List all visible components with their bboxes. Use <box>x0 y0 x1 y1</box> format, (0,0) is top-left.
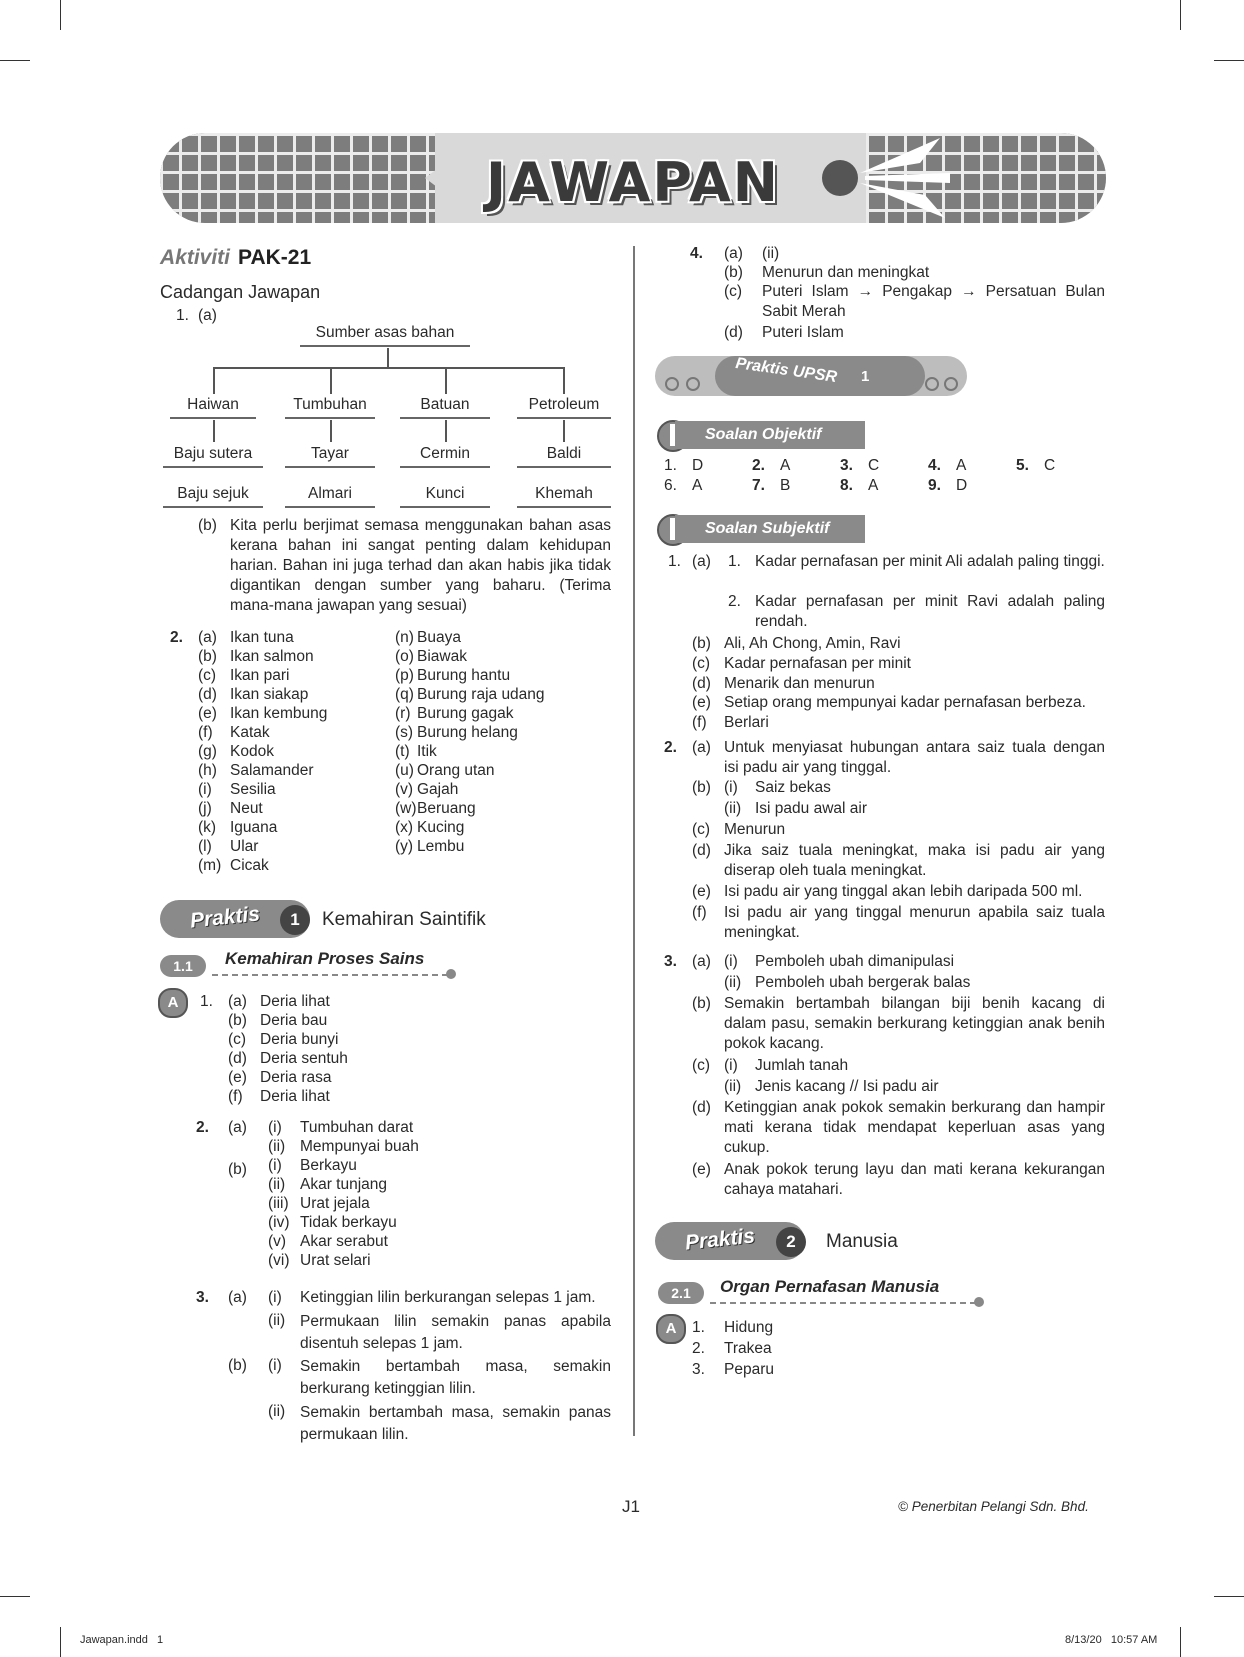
sub-part: (ii) <box>724 800 742 817</box>
animal-item-value: Kucing <box>417 819 465 836</box>
organ-item-key: 3. <box>692 1361 705 1378</box>
question-part: (a) <box>692 739 711 756</box>
answer-text: Saiz bekas <box>755 779 831 796</box>
plant-item-key: (i) <box>268 1119 282 1136</box>
crop-mark <box>60 0 61 30</box>
answer-text: Semakin bertambah masa, semakin panas permukaan lilin. <box>300 1404 611 1443</box>
question-number: 2. <box>664 739 677 756</box>
sub-part: (ii) <box>268 1403 286 1420</box>
animal-item-key: (r) <box>395 705 411 722</box>
sense-item-key: (b) <box>228 1012 247 1029</box>
sense-item-value: Deria bunyi <box>260 1031 339 1048</box>
crop-mark <box>0 60 30 61</box>
upsr-number: 1 <box>861 368 870 385</box>
plant-item-key: (v) <box>268 1233 287 1250</box>
answer-text: Untuk menyiasat hubungan antara saiz tuala dengan isi padu air yang tinggal. <box>724 739 1105 776</box>
question-number: 1. <box>200 993 213 1010</box>
answer-text: Permukaan lilin semakin panas apabila disentuh selepas 1 jam. <box>300 1313 611 1352</box>
plant-item-key: (iii) <box>268 1195 289 1212</box>
animal-item-value: Burung raja udang <box>417 686 545 703</box>
animal-item-value: Cicak <box>230 857 269 874</box>
plant-item-value: Akar serabut <box>300 1233 388 1250</box>
objective-number: 4. <box>928 457 941 474</box>
plant-item-key: (ii) <box>268 1138 286 1155</box>
subsection-title: Kemahiran Proses Sains <box>225 949 425 968</box>
plant-item-value: Akar tunjang <box>300 1176 388 1193</box>
s1-item-value: Setiap orang mempunyai kadar pernafasan berbeza. <box>724 694 1086 712</box>
tree-node-l1: Petroleum <box>517 396 611 419</box>
sub-part: (i) <box>724 953 738 970</box>
question-number: 3. <box>664 953 677 970</box>
sub-part: (i) <box>724 1057 738 1074</box>
s1-item-key: (c) <box>692 654 711 672</box>
objective-answer: C <box>1044 457 1056 474</box>
animal-item-key: (t) <box>395 743 410 760</box>
sense-item-key: (c) <box>228 1031 247 1048</box>
objective-answer: A <box>692 477 703 494</box>
sub-part: 1. <box>728 553 741 570</box>
animal-item-value: Burung hantu <box>417 667 511 684</box>
dashed-underline <box>212 974 448 976</box>
answer-text: Pemboleh ubah dimanipulasi <box>755 953 955 970</box>
answer-text: Ketinggian lilin berkurangan selepas 1 jam. <box>300 1289 596 1306</box>
question-part: (b) <box>228 1161 247 1178</box>
tree-node-l2: Baju sutera <box>163 445 263 468</box>
question-number: 2. <box>196 1119 209 1136</box>
question-part: (b) <box>692 995 711 1012</box>
objective-answers <box>664 456 1104 500</box>
objective-number: 6. <box>664 477 677 494</box>
animal-item-key: (m) <box>198 857 222 874</box>
animal-item-value: Neut <box>230 800 263 817</box>
tree-node-l2: Baldi <box>517 445 611 468</box>
answer-text: Jumlah tanah <box>755 1057 849 1074</box>
plant-item-key: (i) <box>268 1157 282 1174</box>
animal-item-key: (a) <box>198 629 217 646</box>
answer-text: Jika saiz tuala meningkat, maka isi padu air yang diserap oleh tuala meningkat. <box>724 842 1105 879</box>
page-number: J1 <box>622 1497 640 1516</box>
s1-item-value: Ali, Ah Chong, Amin, Ravi <box>724 635 901 652</box>
animal-item-key: (x) <box>395 819 414 836</box>
q4-part: (d) <box>724 324 743 341</box>
animal-item-key: (j) <box>198 800 212 817</box>
animal-item-value: Sesilia <box>230 781 276 798</box>
sense-item-key: (e) <box>228 1069 247 1086</box>
answer-text: Kadar pernafasan per minit Ravi adalah paling rendah. <box>755 593 1105 630</box>
q4-answer: Puteri Islam <box>762 324 844 341</box>
s1-item-value: Kadar pernafasan per minit <box>724 654 911 672</box>
answer-text: Anak pokok terung layu dan mati kerana kekurangan cahaya matahari. <box>724 1161 1105 1198</box>
s1-item-value: Berlari <box>724 714 769 732</box>
animal-item-key: (l) <box>198 838 212 855</box>
sub-part: (ii) <box>268 1312 286 1329</box>
sense-item-value: Deria lihat <box>260 1088 330 1105</box>
question-part: (e) <box>692 1161 711 1178</box>
animal-item-key: (s) <box>395 724 414 741</box>
swirl-icon <box>663 376 709 392</box>
objective-answer: D <box>692 457 704 474</box>
objective-number: 1. <box>664 457 677 474</box>
animal-item-value: Iguana <box>230 819 278 836</box>
animal-item-key: (f) <box>198 724 213 741</box>
answer-text: Kadar pernafasan per minit Ali adalah paling tinggi. <box>755 553 1105 570</box>
praktis-label: Praktis <box>683 1224 757 1255</box>
praktis-title: Kemahiran Saintifik <box>322 909 486 930</box>
question-part: (c) <box>692 1057 711 1074</box>
sense-item-key: (d) <box>228 1050 247 1067</box>
sub-part: 2. <box>728 593 741 610</box>
animal-item-value: Burung gagak <box>417 705 514 722</box>
q4-part: (a) <box>724 245 743 262</box>
objective-number: 3. <box>840 457 853 474</box>
print-timestamp: 8/13/20 10:57 AM <box>1065 1634 1158 1646</box>
animal-item-key: (y) <box>395 838 414 855</box>
answer-text: Isi padu air yang tinggal menurun apabila saiz tuala meningkat. <box>724 904 1105 941</box>
animal-item-key: (p) <box>395 667 414 684</box>
dashed-underline <box>710 1302 976 1304</box>
question-number: 4. <box>690 245 703 262</box>
animal-item-value: Kodok <box>230 743 274 760</box>
copyright: © Penerbitan Pelangi Sdn. Bhd. <box>898 1499 1089 1514</box>
animal-item-value: Ikan salmon <box>230 648 314 665</box>
sub-part: (i) <box>268 1289 282 1306</box>
plant-item-key: (iv) <box>268 1214 290 1231</box>
plant-item-value: Mempunyai buah <box>300 1138 419 1155</box>
animal-item-value: Ikan kembung <box>230 705 328 722</box>
animal-item-key: (q) <box>395 686 414 703</box>
animal-item-key: (u) <box>395 762 414 779</box>
s1-item-value: Menarik dan menurun <box>724 674 875 692</box>
answer-text: Menurun <box>724 821 786 838</box>
objective-header: Soalan Objektif <box>675 421 865 449</box>
tree-node-l2: Tayar <box>285 445 375 468</box>
objective-number: 7. <box>752 477 765 494</box>
answer-text: Pemboleh ubah bergerak balas <box>755 974 971 991</box>
animal-item-value: Buaya <box>417 629 461 646</box>
tree-node-l1: Batuan <box>400 396 490 419</box>
animal-item-value: Ikan pari <box>230 667 290 684</box>
plant-item-value: Berkayu <box>300 1157 357 1174</box>
question-number: 2. <box>170 629 183 646</box>
praktis-number: 2 <box>776 1227 806 1257</box>
question-part: (b) <box>198 517 217 534</box>
question-number: 1. <box>668 553 681 570</box>
answer-text: Isi padu awal air <box>755 800 868 817</box>
objective-answer: C <box>868 457 880 474</box>
q4-part: (b) <box>724 264 743 281</box>
animal-item-key: (v) <box>395 781 414 798</box>
upsr-label: Praktis UPSR <box>734 354 839 387</box>
objective-number: 9. <box>928 477 941 494</box>
animal-item-key: (d) <box>198 686 217 703</box>
question-part: (f) <box>692 904 707 921</box>
objective-answer: A <box>868 477 879 494</box>
activity-code: PAK-21 <box>238 246 312 269</box>
animal-item-key: (i) <box>198 781 212 798</box>
sense-item-key: (a) <box>228 993 247 1010</box>
animal-item-value: Gajah <box>417 781 459 798</box>
question-part: (c) <box>692 821 711 838</box>
sub-part: (i) <box>268 1357 282 1374</box>
animal-item-key: (n) <box>395 629 414 646</box>
sense-item-value: Deria bau <box>260 1012 328 1029</box>
plant-item-value: Urat jejala <box>300 1195 370 1212</box>
tree-node-l1: Haiwan <box>170 396 256 419</box>
s1-item-key: (f) <box>692 714 707 732</box>
animal-item-value: Itik <box>417 743 437 760</box>
tree-node-l3: Almari <box>285 485 375 508</box>
organ-item-value: Trakea <box>724 1340 772 1357</box>
subsection-number: 1.1 <box>160 955 206 977</box>
plant-item-key: (vi) <box>268 1252 290 1269</box>
q4-answer: Puteri Islam → Pengakap → Persatuan Bulan Sabit Merah <box>762 283 1105 320</box>
praktis-label: Praktis <box>188 902 262 933</box>
section-subtitle: Cadangan Jawapan <box>160 282 321 302</box>
animal-item-key: (b) <box>198 648 217 665</box>
tree-root: Sumber asas bahan <box>300 324 470 347</box>
objective-number: 2. <box>752 457 765 474</box>
objective-answer: A <box>956 457 967 474</box>
sense-item-value: Deria sentuh <box>260 1050 348 1067</box>
objective-answer: B <box>780 477 791 494</box>
plant-item-key: (ii) <box>268 1176 286 1193</box>
sub-part: (i) <box>724 779 738 796</box>
animal-item-key: (o) <box>395 648 414 665</box>
crop-mark <box>0 1596 30 1597</box>
question-part: (d) <box>692 1099 711 1116</box>
animal-item-key: (e) <box>198 705 217 722</box>
question-part: (e) <box>692 883 711 900</box>
subjective-header: Soalan Subjektif <box>675 515 865 543</box>
plant-item-value: Tumbuhan darat <box>300 1119 414 1136</box>
animal-item-key: (k) <box>198 819 217 836</box>
crop-mark <box>60 1627 61 1657</box>
question-part: (a) <box>228 1289 247 1306</box>
objective-answer: A <box>780 457 791 474</box>
animal-item-value: Salamander <box>230 762 314 779</box>
activity-prefix: Aktiviti <box>160 246 231 269</box>
s1-item-key: (b) <box>692 635 711 652</box>
plant-item-value: Urat selari <box>300 1252 371 1269</box>
s1-item-key: (e) <box>692 694 711 712</box>
question-number: 3. <box>196 1289 209 1306</box>
animal-item-key: (c) <box>198 667 217 684</box>
file-slug: Jawapan.indd 1 <box>80 1634 164 1646</box>
question-part: (d) <box>692 842 711 859</box>
question-part: (a) <box>692 953 711 970</box>
answer-text: Kita perlu berjimat semasa menggunakan bahan asas kerana bahan ini sangat penting dalam kehidupan harian. Bahan ini juga terhad dan akan habis jika tidak digantikan dengan sumber yang baharu. (Terima mana-mana jawapan yang sesuai) <box>230 517 611 614</box>
objective-number: 8. <box>840 477 853 494</box>
tree-node-l3: Kunci <box>400 485 490 508</box>
q4-answer: Menurun dan meningkat <box>762 264 930 281</box>
tree-node-l3: Baju sejuk <box>163 485 263 508</box>
animal-item-key: (g) <box>198 743 217 760</box>
sub-part: (ii) <box>724 1078 742 1095</box>
subsection-number: 2.1 <box>658 1282 704 1304</box>
animal-item-key: (w) <box>395 800 417 817</box>
swirl-icon <box>923 376 963 392</box>
animal-item-value: Burung helang <box>417 724 518 741</box>
s1-item-key: (d) <box>692 674 711 692</box>
crop-mark <box>1214 60 1244 61</box>
tree-node-l3: Khemah <box>517 485 611 508</box>
animal-item-value: Biawak <box>417 648 467 665</box>
answer-text: Jenis kacang // Isi padu air <box>755 1078 939 1095</box>
question-part: (a) <box>692 553 711 570</box>
crop-mark <box>1180 0 1181 30</box>
section-a-badge: A <box>656 1314 686 1344</box>
q4-answer: (ii) <box>762 245 780 262</box>
underline-dot <box>974 1297 984 1307</box>
organ-item-key: 2. <box>692 1340 705 1357</box>
animal-item-value: Beruang <box>417 800 476 817</box>
organ-item-value: Peparu <box>724 1361 774 1378</box>
sense-item-value: Deria lihat <box>260 993 330 1010</box>
page-title: JAWAPAN <box>486 151 780 214</box>
animal-item-value: Orang utan <box>417 762 495 779</box>
animal-item-value: Ikan tuna <box>230 629 294 646</box>
question-part: (a) <box>198 307 217 324</box>
sub-part: (ii) <box>724 974 742 991</box>
praktis-number: 1 <box>280 905 310 935</box>
plant-item-value: Tidak berkayu <box>300 1214 397 1231</box>
praktis-title: Manusia <box>826 1231 898 1252</box>
q4-part: (c) <box>724 283 743 300</box>
crop-mark <box>1214 1596 1244 1597</box>
header-banner <box>160 133 1106 223</box>
answer-text: Ketinggian anak pokok semakin berkurang dan hampir mati kerana tidak mendapat keperluan asas yang cukup. <box>724 1099 1105 1156</box>
subsection-title: Organ Pernafasan Manusia <box>720 1277 940 1296</box>
tree-node-l2: Cermin <box>400 445 490 468</box>
answer-text: Isi padu air yang tinggal akan lebih daripada 500 ml. <box>724 883 1083 900</box>
question-part: (b) <box>228 1357 247 1374</box>
crop-mark <box>1180 1627 1181 1657</box>
animal-item-value: Katak <box>230 724 270 741</box>
answer-text: Semakin bertambah bilangan biji benih kacang di dalam pasu, semakin berkurang ketinggian anak benih pokok kacang. <box>724 995 1105 1052</box>
animal-item-value: Ular <box>230 838 259 855</box>
animal-item-value: Lembu <box>417 838 465 855</box>
objective-number: 5. <box>1016 457 1029 474</box>
praktis-upsr-banner <box>655 356 967 396</box>
question-number: 1. <box>176 307 189 324</box>
sense-item-key: (f) <box>228 1088 243 1105</box>
animal-item-value: Ikan siakap <box>230 686 309 703</box>
organ-item-value: Hidung <box>724 1319 774 1336</box>
question-part: (b) <box>692 779 711 796</box>
section-a-badge: A <box>158 988 188 1018</box>
objective-answer: D <box>956 477 968 494</box>
animal-item-key: (h) <box>198 762 217 779</box>
tree-node-l1: Tumbuhan <box>285 396 375 419</box>
question-part: (a) <box>228 1119 247 1136</box>
sense-item-value: Deria rasa <box>260 1069 332 1086</box>
organ-item-key: 1. <box>692 1319 705 1336</box>
answer-text: Semakin bertambah masa, semakin berkurang ketinggian lilin. <box>300 1358 611 1397</box>
column-divider <box>633 246 635 1436</box>
underline-dot <box>446 969 456 979</box>
